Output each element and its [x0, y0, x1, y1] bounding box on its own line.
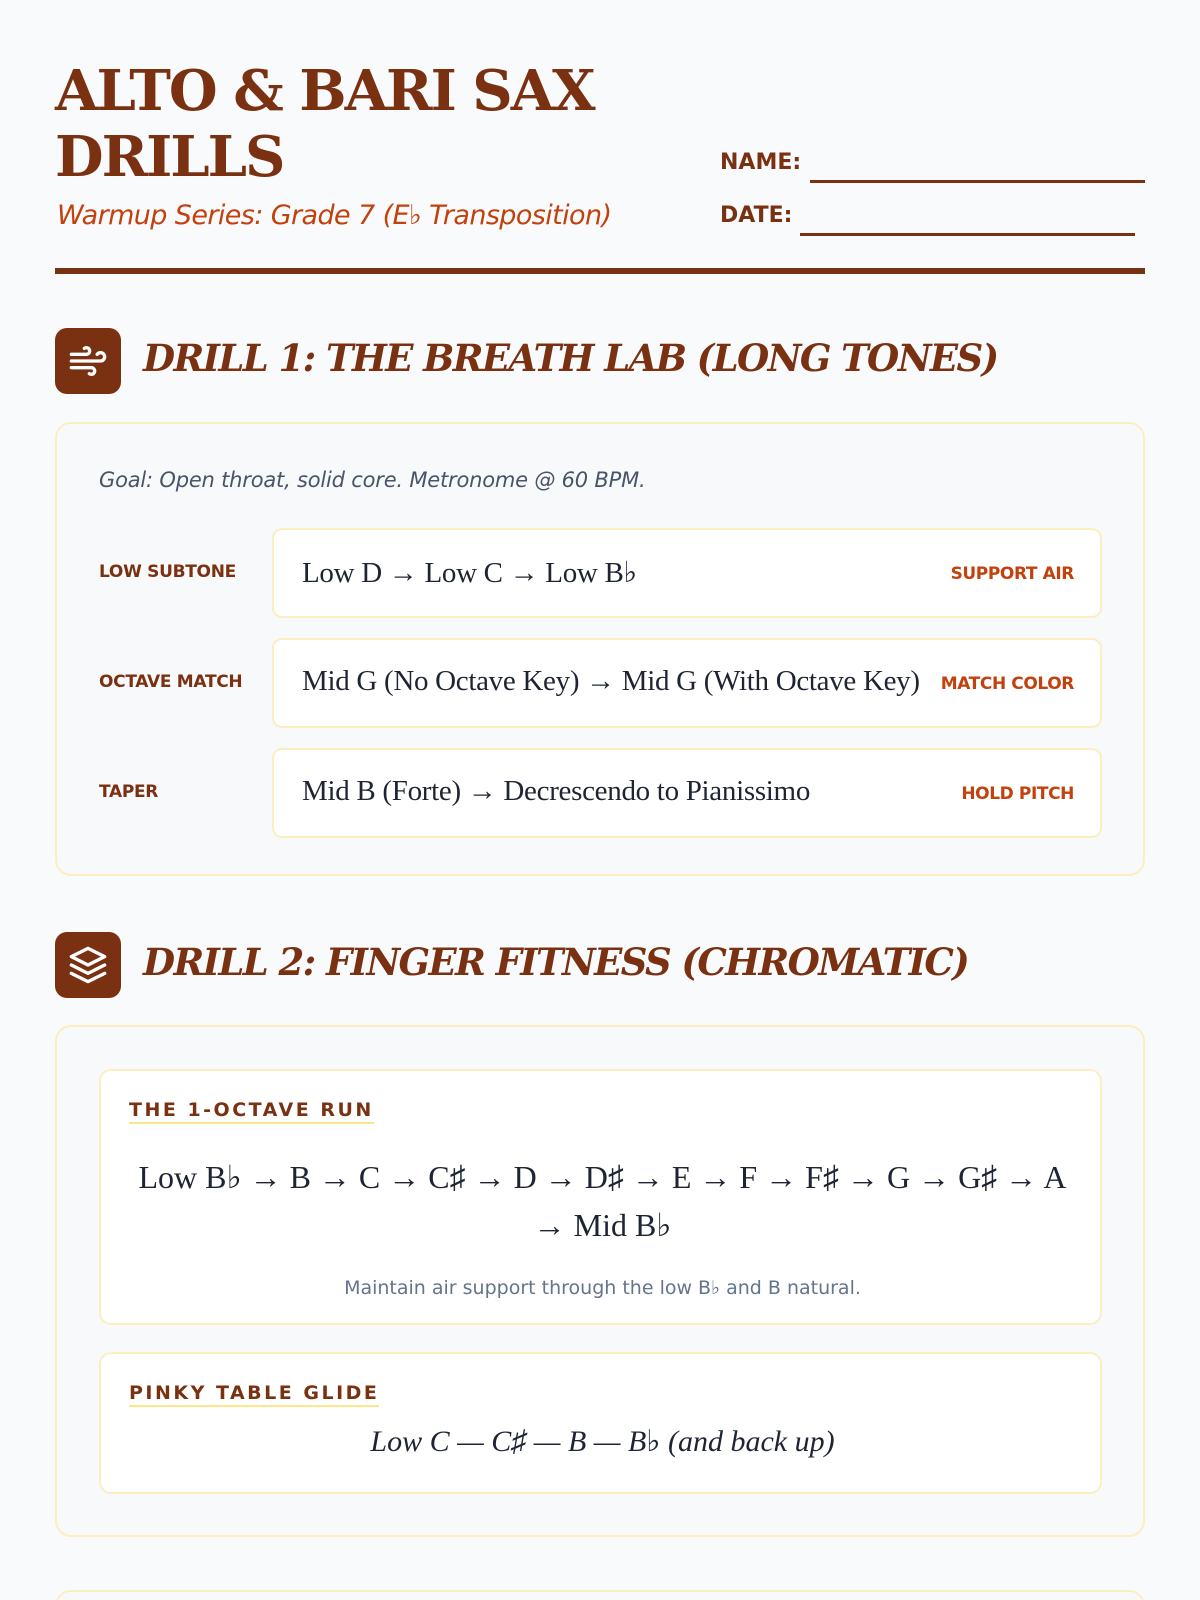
wind-icon: [55, 328, 121, 394]
date-field[interactable]: [800, 233, 1135, 236]
drill1-heading: [55, 328, 1145, 396]
octave-run-box: [99, 1069, 1102, 1325]
drill2-title: DRILL 2: FINGER FITNESS (CHROMATIC): [143, 940, 969, 984]
drill-row-label: LOW SUBTONE: [99, 562, 236, 582]
drill-row-notes: Low D → Low C → Low B♭: [302, 557, 637, 589]
drill-row-notes: Mid G (No Octave Key) → Mid G (With Octave Key): [302, 665, 920, 697]
date-label: DATE:: [720, 203, 793, 228]
pinky-glide-title: PINKY TABLE GLIDE: [129, 1382, 379, 1407]
pinky-glide-box: [99, 1352, 1102, 1494]
drill-row: [57, 748, 1147, 838]
page-title: ALTO & BARI SAX DRILLS: [55, 58, 594, 190]
worksheet-page: [55, 0, 1145, 1600]
drill-row-box: [272, 638, 1102, 728]
name-label: NAME:: [720, 150, 802, 175]
drill-row-box: [272, 528, 1102, 618]
drill2-card: [55, 1025, 1145, 1537]
drill-row-label: TAPER: [99, 782, 159, 802]
drill-row-tag: MATCH COLOR: [940, 674, 1074, 694]
drill-row-tag: SUPPORT AIR: [950, 564, 1074, 584]
next-section-card: [55, 1590, 1145, 1600]
drill1-title: DRILL 1: THE BREATH LAB (LONG TONES): [143, 336, 998, 380]
octave-run-notes: Low B♭ → B → C → C♯ → D → D♯ → E → F → F♯ → G → G♯ → A → Mid B♭: [138, 1159, 1067, 1243]
drill-row-label: OCTAVE MATCH: [99, 672, 243, 692]
drill2-heading: [55, 932, 1145, 1000]
drill1-card: [55, 422, 1145, 876]
drill1-goal: Goal: Open throat, solid core. Metronome @ 60 BPM.: [99, 468, 646, 492]
octave-run-title: THE 1-OCTAVE RUN: [129, 1099, 374, 1124]
worksheet-header: [55, 0, 1145, 276]
header-divider: [55, 268, 1145, 274]
drill-row: [57, 528, 1147, 618]
drill-row-tag: HOLD PITCH: [961, 784, 1074, 804]
name-field[interactable]: [810, 180, 1145, 183]
drill-row-box: [272, 748, 1102, 838]
drill-row: [57, 638, 1147, 728]
pinky-glide-notes: Low C — C♯ — B — B♭ (and back up): [370, 1425, 835, 1458]
page-subtitle: Warmup Series: Grade 7 (E♭ Transposition): [57, 200, 612, 231]
drill-row-notes: Mid B (Forte) → Decrescendo to Pianissimo: [302, 775, 811, 807]
octave-run-tip: Maintain air support through the low B♭ and B natural.: [344, 1277, 861, 1299]
layers-icon: [55, 932, 121, 998]
